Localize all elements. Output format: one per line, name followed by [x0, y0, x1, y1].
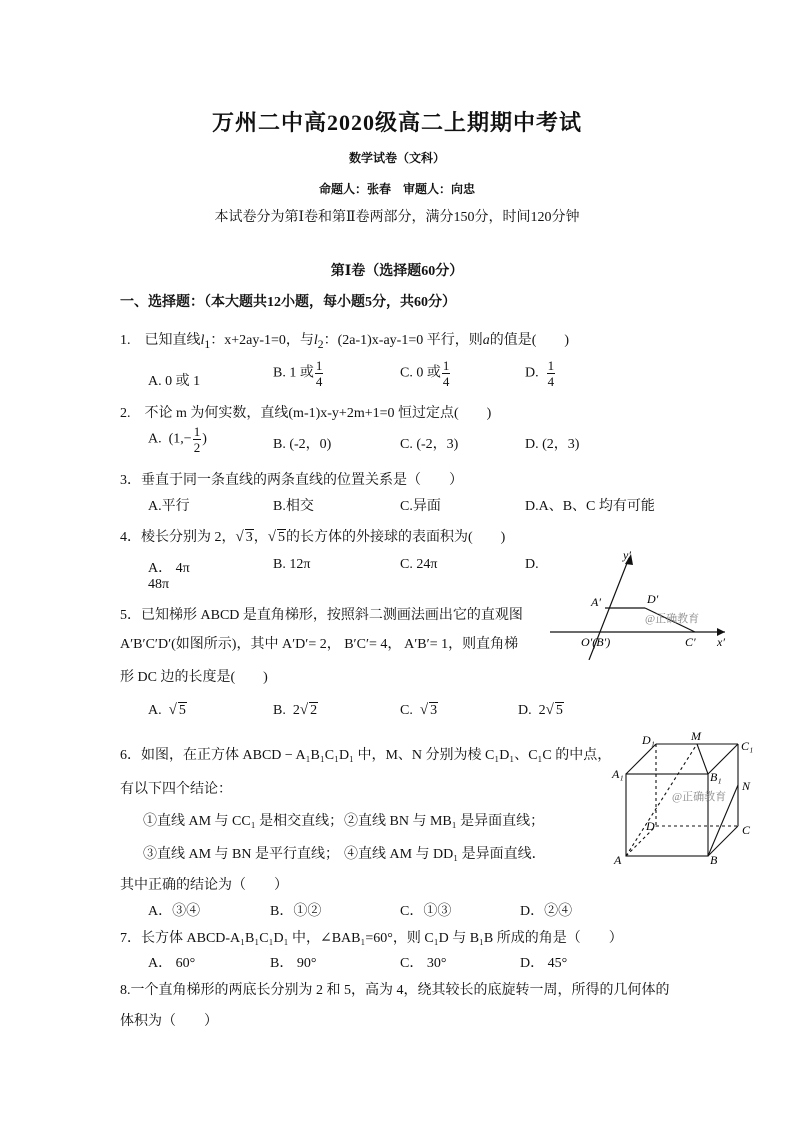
q6-conclusion-1: ①直线 AM 与 CC₁ 是相交直线；: [143, 814, 344, 829]
label-a: A: [614, 853, 622, 866]
q1-a: a: [482, 333, 490, 348]
q1-sub1: 1: [204, 337, 211, 351]
exam-title: 万州二中高2020级高二上期期中考试: [211, 110, 582, 135]
label-b1: B₁: [710, 770, 722, 784]
label-a: A′: [591, 595, 601, 609]
label-c: C′: [685, 635, 696, 649]
label-y: y′: [623, 548, 631, 562]
q3-option-a: A.平行: [148, 499, 190, 514]
q6-conclusion-3: ③直线 AM 与 BN 是平行直线；: [143, 847, 340, 862]
question-4: 4．棱长分别为 2，√ 3，√ 5的长方体的外接球的表面积为( ): [120, 529, 506, 545]
q6-option-a: A．③④: [148, 904, 201, 919]
q5-option-a: A. √ 5: [148, 702, 186, 718]
q1-option-a: A. 0 或 1: [148, 374, 201, 389]
q3-option-d: D.A、B、C 均有可能: [525, 499, 655, 514]
q4-option-d: D.: [525, 557, 539, 572]
section-title: 第Ⅰ卷（选择题60分）: [330, 264, 464, 279]
q5-option-d: D. 2√ 5: [518, 702, 563, 718]
exam-authors: 命题人：张春 审题人：向忠: [318, 182, 475, 196]
q6-ask: 其中正确的结论为（ ）: [120, 878, 288, 893]
q1-option-c: C. 0 或 $\frac{1}{4}$: [400, 358, 450, 389]
q1-text-3: ：(2a-1)x-ay-1=0 平行，则: [323, 333, 483, 348]
q6-option-d: D．②④: [520, 904, 573, 919]
question-3: 3．垂直于同一条直线的两条直线的位置关系是（ ）: [120, 473, 463, 488]
watermark: @正确教育: [672, 791, 727, 803]
q1-text-1: 已知直线: [144, 333, 201, 348]
cube-figure: [610, 726, 760, 866]
label-c: C: [742, 823, 751, 837]
q1-sub2: 2: [317, 337, 324, 351]
question-7: 7．长方体 ABCD-A₁B₁C₁D₁ 中，∠BAB₁=60°，则 C₁D 与 B₁B 所成的角是（ ）: [120, 931, 623, 946]
question-8-line-2: 体积为（ ）: [120, 1014, 218, 1029]
question-8-line-1: 8.一个直角梯形的两底长分别为 2 和 5，高为 4，绕其较长的底旋转一周，所得的几何体的: [120, 983, 670, 998]
exam-subject: 数学试卷（文科）: [348, 151, 445, 165]
label-m: M: [691, 729, 701, 743]
q1-l1: l: [200, 333, 205, 348]
label-a1: A₁: [612, 767, 624, 781]
oblique-trapezoid-figure: [545, 548, 735, 660]
q1-l2: l: [313, 333, 318, 348]
q6-conclusion-2: ②直线 BN 与 MB₁ 是异面直线；: [344, 814, 545, 829]
q1-text-2: ：x+2ay-1=0，与: [210, 333, 314, 348]
question-6-line-2: 有以下四个结论：: [120, 782, 232, 797]
q5-option-c: C. √ 3: [400, 702, 438, 718]
q6-option-c: C．①③: [400, 904, 452, 919]
q2-option-c: C. (-2，3): [400, 437, 459, 452]
q7-option-c: C． 30°: [400, 956, 447, 971]
part-heading: 一、选择题：（本大题共12小题，每小题5分，共60分）: [120, 295, 456, 310]
q2-option-d: D. (2，3): [525, 437, 580, 452]
q4-option-a: A． 4π: [148, 561, 190, 576]
question-2: 2. 不论 m 为何实数，直线(m-1)x-y+2m+1=0 恒过定点( ): [120, 406, 492, 421]
cube-front-face: [626, 774, 708, 856]
q2-option-b: B. (-2，0): [273, 437, 332, 452]
label-d1: D₁: [642, 733, 655, 747]
q7-option-a: A． 60°: [148, 956, 196, 971]
exam-note: 本试卷分为第Ⅰ卷和第Ⅱ卷两部分，满分150分，时间120分钟: [214, 210, 580, 225]
q2-option-a: A. (1,− $\frac{1}{2}$ ): [148, 424, 207, 455]
label-o: O′(B′): [581, 635, 611, 649]
label-b: B: [710, 853, 718, 866]
edge-a1d1: [626, 744, 656, 774]
label-d: D′: [647, 592, 659, 606]
q5-option-b: B. 2√ 2: [273, 702, 318, 718]
q6-conclusion-4: ④直线 AM 与 DD₁ 是异面直线．: [344, 847, 546, 862]
q4-option-d-value: 48π: [148, 577, 170, 592]
q1-text-4: 的值是( ): [489, 333, 570, 348]
label-x: x′: [717, 635, 725, 649]
q6-option-b: B．①②: [270, 904, 322, 919]
q7-option-b: B． 90°: [270, 956, 317, 971]
question-1: [120, 329, 569, 351]
label-c1: C₁: [741, 739, 754, 753]
q7-option-d: D． 45°: [520, 956, 568, 971]
q4-option-c: C. 24π: [400, 557, 438, 572]
q3-option-c: C.异面: [400, 499, 441, 514]
q1-option-b: B. 1 或 $\frac{1}{4}$: [273, 358, 323, 389]
label-d: D: [646, 819, 655, 833]
watermark: @正确教育: [645, 613, 700, 625]
q3-option-b: B.相交: [273, 499, 314, 514]
q1-num: 1.: [120, 333, 131, 348]
label-n: N: [742, 779, 751, 793]
question-5-line-1: 5．已知梯形 ABCD 是直角梯形，按照斜二测画法画出它的直观图: [120, 608, 523, 623]
segment-mb1: [697, 744, 708, 774]
question-5-line-2: A′B′C′D′(如图所示)，其中 A′D′= 2， B′C′= 4， A′B′= 1，则直角梯: [120, 637, 519, 652]
question-5-line-3: 形 DC 边的长度是( ): [120, 670, 268, 685]
edge-bc: [708, 826, 738, 856]
q4-option-b: B. 12π: [273, 557, 311, 572]
q1-option-d: D. $\frac{1}{4}$: [525, 358, 555, 389]
question-6-line-1: 6．如图，在正方体 ABCD − A₁B₁C₁D₁ 中，M、N 分别为棱 C₁D₁、C₁C 的中点，: [120, 748, 612, 763]
